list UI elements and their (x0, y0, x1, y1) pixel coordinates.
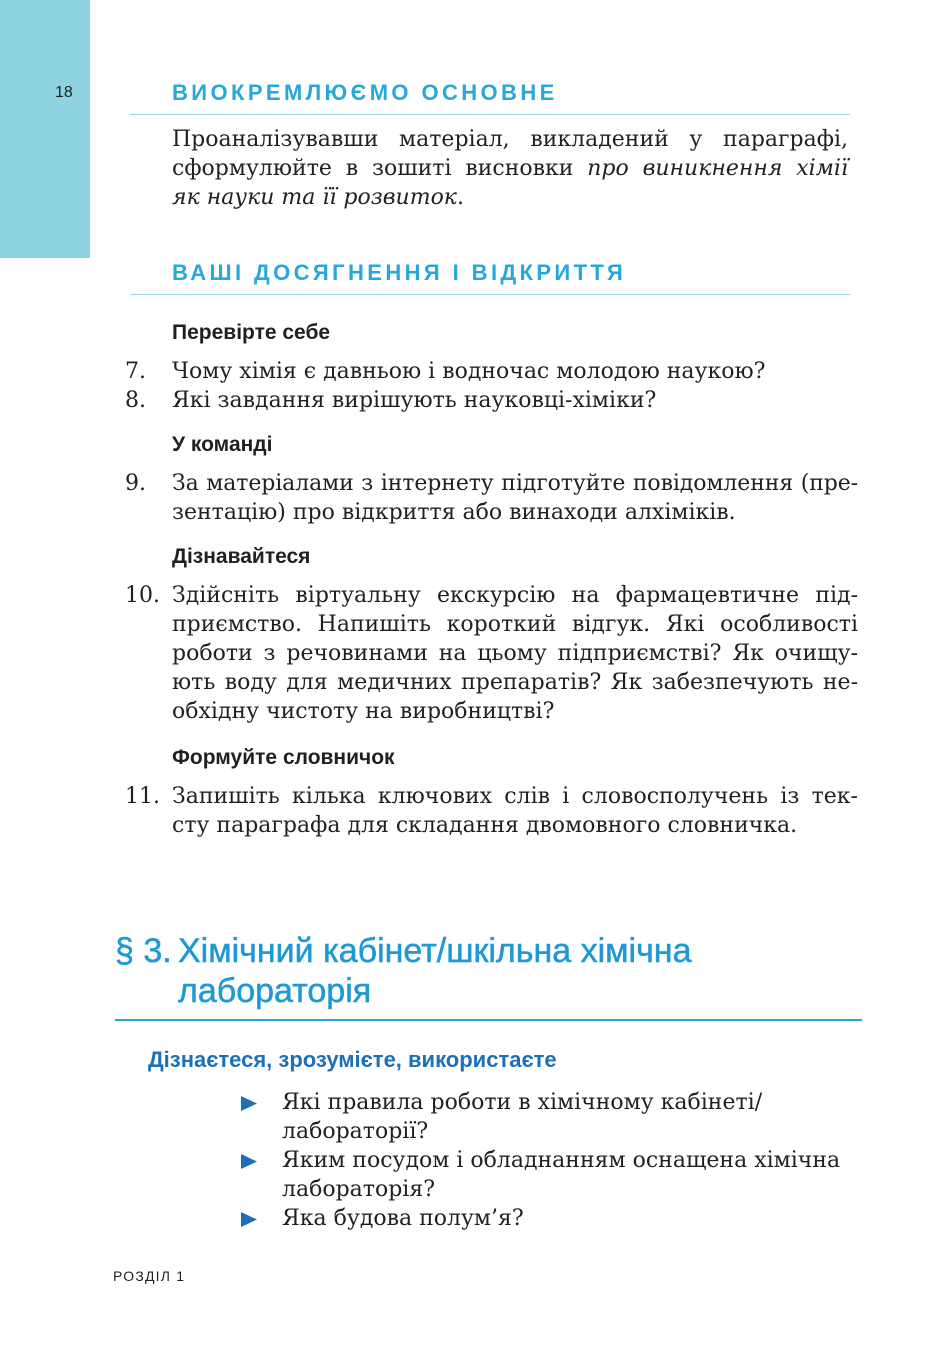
group-title: Дізнавайтеся (172, 545, 311, 568)
section-title-line: Хімічний кабінет/шкільна хімічна (178, 932, 692, 970)
chapter-footer: РОЗДІЛ 1 (113, 1268, 186, 1284)
triangle-right-icon (241, 1154, 257, 1169)
summary-italic-text: про виникнення хімії (587, 156, 848, 181)
achievements-heading: ВАШІ ДОСЯГНЕННЯ І ВІДКРИТТЯ (172, 260, 627, 285)
question-number: 11. (125, 784, 160, 809)
question-number: 7. (125, 359, 146, 384)
group-title: Перевірте себе (172, 321, 331, 344)
question-text-line: Чому хімія є давньою і водночас молодою наукою? (172, 359, 766, 384)
objective-item (240, 1146, 860, 1204)
question-text-line: Здійсніть віртуальну екскурсію на фармацевтичне під- (172, 583, 858, 608)
question-text-line: сту параграфа для складання двомовного словничка. (172, 813, 798, 838)
objective-item (240, 1088, 860, 1146)
group-title: У команді (172, 433, 273, 456)
question-text-line: роботи з речовинами на цьому підприємстві? Як очищу- (172, 641, 858, 666)
objectives-heading: Дізнаєтеся, зрозумієте, використаєте (148, 1047, 557, 1072)
question-text-line: обхідну чистоту на виробництві? (172, 699, 555, 724)
achievements-heading-rule (130, 294, 850, 295)
question-text-line: приємство. Напишіть короткий відгук. Які особливості (172, 612, 858, 637)
group-title: Формуйте словничок (172, 746, 395, 769)
summary-heading-rule (130, 114, 850, 115)
summary-text: . (456, 185, 464, 210)
summary-heading: ВИОКРЕМЛЮЄМО ОСНОВНЕ (172, 80, 558, 105)
objective-text-line: Які правила роботи в хімічному кабінеті/ (282, 1090, 763, 1115)
question-text-line: Які завдання вирішують науковці-хіміки? (172, 388, 657, 413)
page-number: 18 (55, 84, 73, 101)
section-title (115, 931, 692, 1011)
objective-text-line: лабораторія? (282, 1177, 435, 1202)
question-number: 10. (125, 583, 160, 608)
summary-paragraph (172, 125, 848, 212)
question-text-line: ють воду для медичних препаратів? Як забезпечують не- (172, 670, 858, 695)
objective-item (240, 1204, 860, 1233)
question-text-line: Запишіть кілька ключових слів і словосполучень із тек- (172, 784, 858, 809)
summary-line: Проаналізувавши матеріал, викладений у параграфі, (172, 127, 848, 152)
section-number: § 3. (115, 932, 172, 970)
question-item (125, 469, 858, 527)
summary-italic-text: як науки та її розвиток (172, 185, 457, 210)
triangle-right-icon (241, 1096, 257, 1111)
summary-line (172, 154, 848, 183)
question-text-line: зентацію) про відкриття або винаходи алхіміків. (172, 500, 736, 525)
question-number: 8. (125, 388, 146, 413)
question-number: 9. (125, 471, 146, 496)
objective-text-line: Яка будова полум’я? (282, 1206, 524, 1231)
objective-text-line: Яким посудом і обладнанням оснащена хімічна (282, 1148, 841, 1173)
margin-color-band (0, 0, 90, 258)
question-item (125, 357, 858, 386)
summary-line (172, 183, 848, 212)
triangle-right-icon (241, 1212, 257, 1227)
section-title-line: лабораторія (178, 972, 372, 1010)
section-title-rule (115, 1019, 862, 1021)
objective-text-line: лабораторії? (282, 1119, 429, 1144)
question-item (125, 581, 858, 726)
summary-text: сформулюйте в зошиті висновки (172, 156, 588, 181)
question-item (125, 782, 858, 840)
question-item (125, 386, 858, 415)
question-text-line: За матеріалами з інтернету підготуйте повідомлення (пре- (172, 471, 858, 496)
